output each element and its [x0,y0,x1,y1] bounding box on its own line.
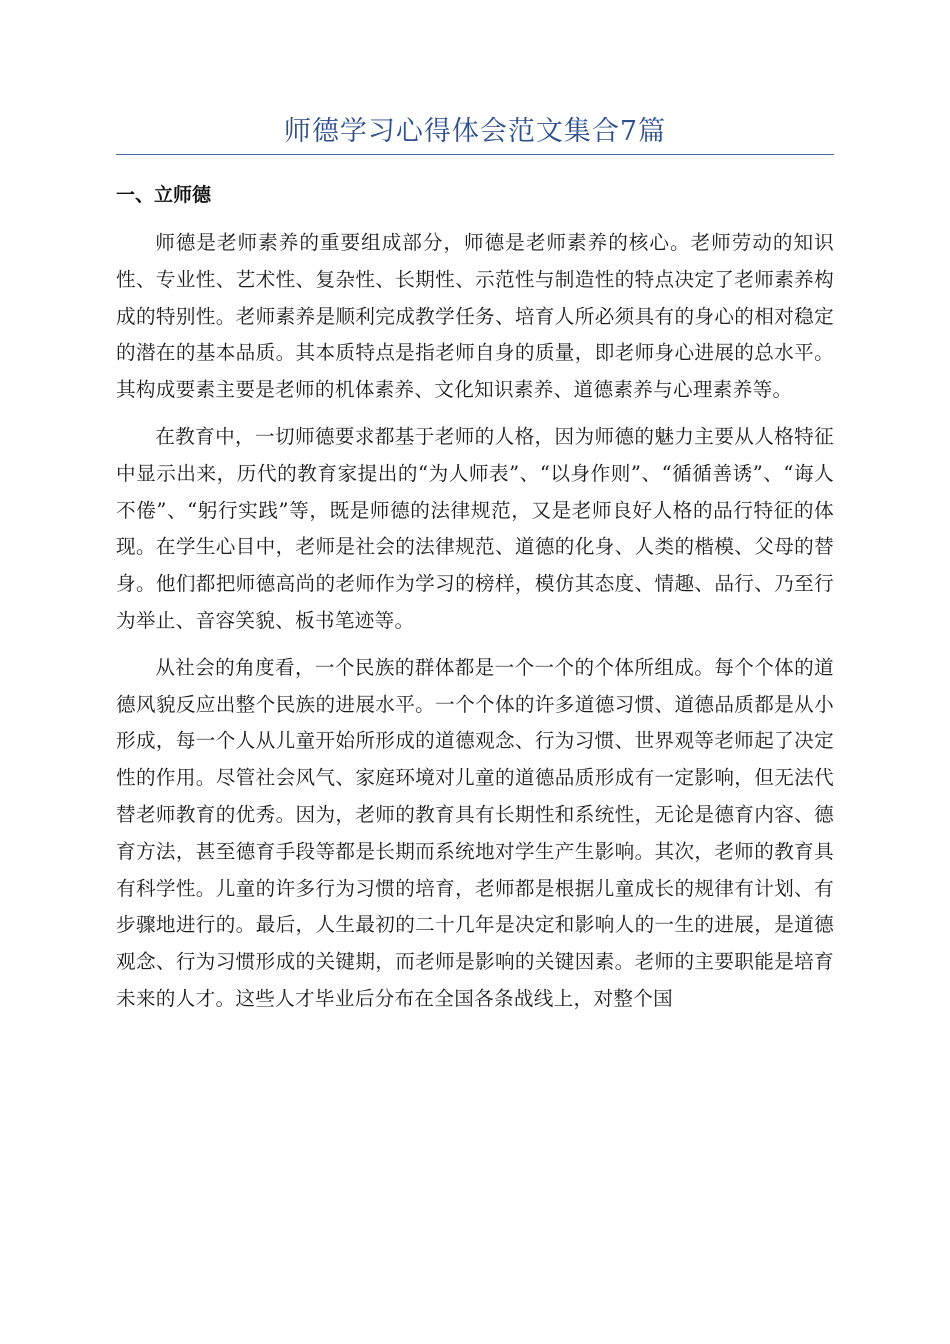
body-paragraph-3: 从社会的角度看，一个民族的群体都是一个一个的个体所组成。每个个体的道德风貌反应出整个民族的进展水平。一个个体的许多道德习惯、道德品质都是从小形成，每一个人从儿童开始所形成的道德观念、行为习惯、世界观等老师起了决定性的作用。尽管社会风气、家庭环境对儿童的道德品质形成有一定影响，但无法代替老师教育的优秀。因为，老师的教育具有长期性和系统性，无论是德育内容、德育方法，甚至德育手段等都是长期而系统地对学生产生影响。其次，老师的教育具有科学性。儿童的许多行为习惯的培育，老师都是根据儿童成长的规律有计划、有步骤地进行的。最后，人生最初的二十几年是决定和影响人的一生的进展，是道德观念、行为习惯形成的关键期，而老师是影响的关键因素。老师的主要职能是培育未来的人才。这些人才毕业后分布在全国各条战线上，对整个国 [116,655,834,1010]
section-heading: 一、立师德 [116,184,212,206]
body-paragraph-2: 在教育中，一切师德要求都基于老师的人格，因为师德的魅力主要从人格特征中显示出来，历代的教育家提出的“为人师表”、“以身作则”、“循循善诱”、“诲人不倦”、“躬行实践”等，既是师德的法律规范，又是老师良好人格的品行特征的体现。在学生心目中，老师是社会的法律规范、道德的化身、人类的楷模、父母的替身。他们都把师德高尚的老师作为学习的榜样，模仿其态度、情趣、品行、乃至行为举止、音容笑貌、板书笔迹等。 [116,424,834,632]
body-paragraph-1: 师德是老师素养的重要组成部分，师德是老师素养的核心。老师劳动的知识性、专业性、艺术性、复杂性、长期性、示范性与制造性的特点决定了老师素养构成的特别性。老师素养是顺利完成教学任务、培育人所必须具有的身心的相对稳定的潜在的基本品质。其本质特点是指老师自身的质量，即老师身心进展的总水平。其构成要素主要是老师的机体素养、文化知识素养、道德素养与心理素养等。 [116,231,834,402]
document-page [116,112,834,1018]
document-title: 师德学习心得体会范文集合7篇 [116,112,834,155]
